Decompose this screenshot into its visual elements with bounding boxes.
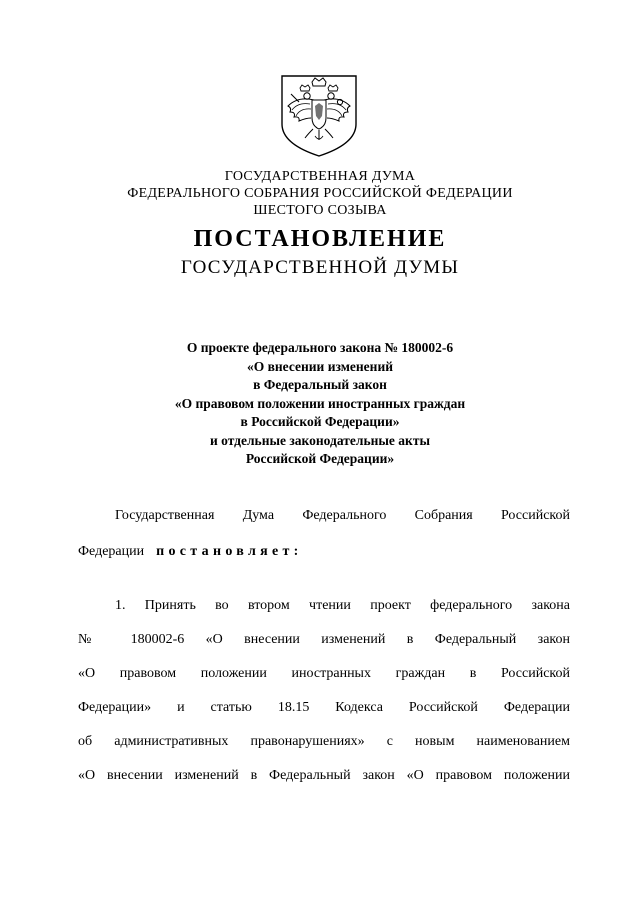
preamble-line-2: Федерации [78, 544, 145, 559]
subject-line: в Российской Федерации» [240, 414, 400, 429]
subject-line: Российской Федерации» [245, 451, 395, 466]
subject-line: «О внесении изменений [246, 358, 393, 374]
coat-of-arms-emblem [278, 72, 360, 160]
subject-line: и отдельные законодательные акты [209, 432, 430, 448]
clause-line: «О правовом положении иностранных граждан в Российской [78, 666, 570, 681]
clause-line: 1. Принять во втором чтении проект федерального закона [115, 598, 570, 613]
clause-line: об административных правонарушениях» с новым наименованием [78, 734, 570, 749]
resolves-word: постановляет: [156, 544, 303, 559]
subject-line: «О правовом положении иностранных граждан [174, 395, 466, 411]
issuer-line-1: ГОСУДАРСТВЕННАЯ ДУМА [224, 169, 416, 184]
clause-line: № 180002-6 «О внесении изменений в Федеральный закон [78, 632, 570, 647]
preamble-line-1: Государственная Дума Федерального Собрания Российской [115, 508, 570, 523]
subject-line: О проекте федерального закона № 180002-6 [186, 340, 454, 355]
preamble-paragraph [78, 506, 570, 562]
issuer-block [0, 168, 640, 219]
clause-1-paragraph [78, 596, 570, 786]
issuer-line-2: ФЕДЕРАЛЬНОГО СОБРАНИЯ РОССИЙСКОЙ ФЕДЕРАЦИИ [127, 186, 513, 201]
document-subject [0, 339, 640, 469]
clause-line: Федерации» и статью 18.15 Кодекса Российской Федерации [78, 700, 570, 715]
document-type-title: ПОСТАНОВЛЕНИЕ [193, 226, 447, 252]
issuer-line-3: ШЕСТОГО СОЗЫВА [253, 203, 387, 218]
subject-line: в Федеральный закон [253, 377, 387, 392]
clause-line: «О внесении изменений в Федеральный закон «О правовом положении [78, 768, 570, 783]
document-issuer-subtitle: ГОСУДАРСТВЕННОЙ ДУМЫ [180, 257, 460, 278]
